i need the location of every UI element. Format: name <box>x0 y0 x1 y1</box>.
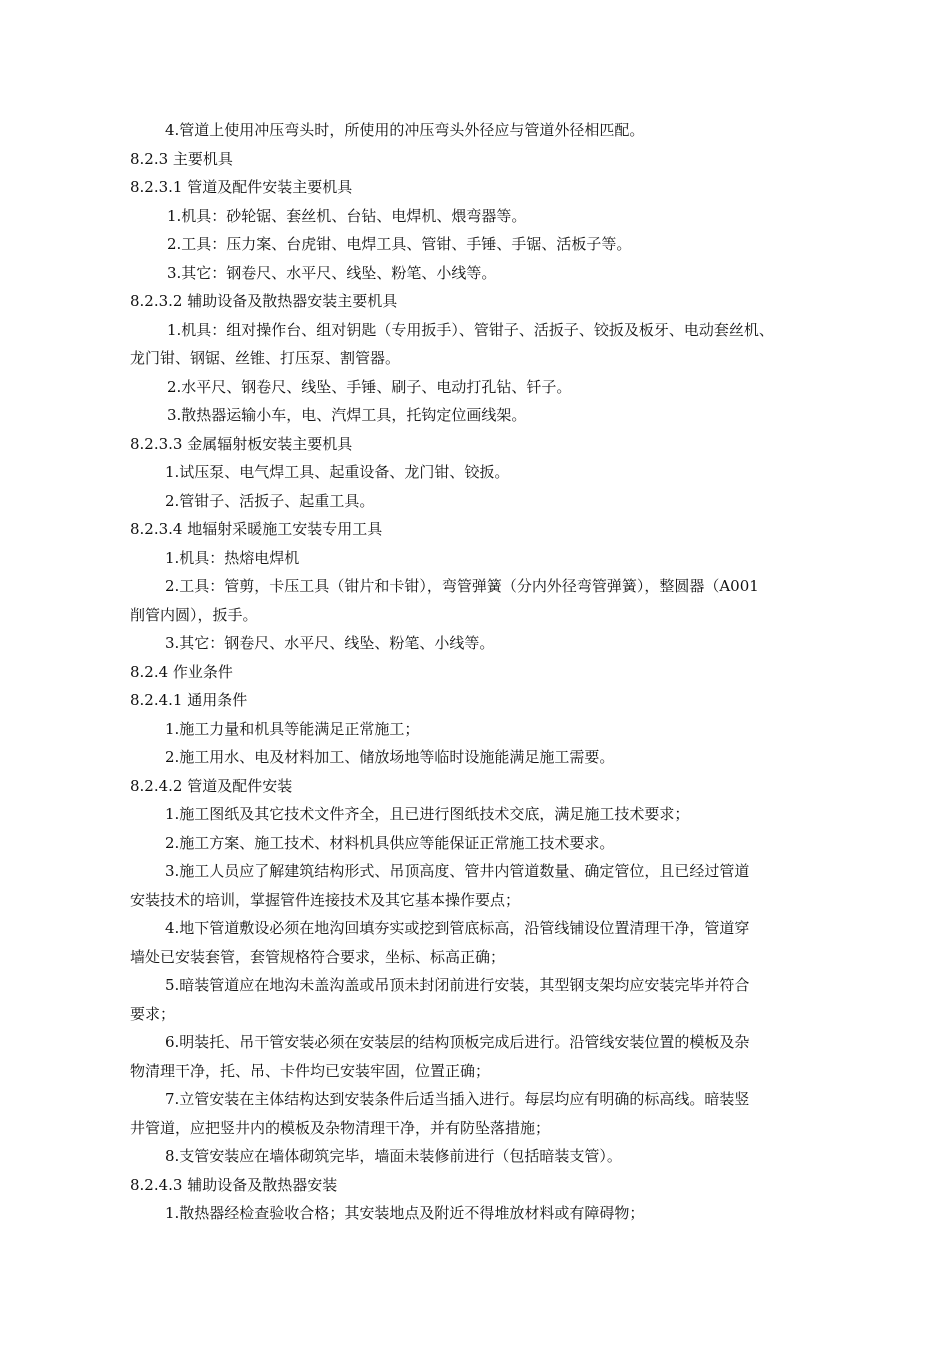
indented-text-line: 3.其它：钢卷尺、水平尺、线坠、粉笔、小线等。 <box>167 263 497 282</box>
indented-text-line: 3.散热器运输小车，电、汽焊工具，托钩定位画线架。 <box>167 406 527 424</box>
indented-text-line: 8.支管安装应在墙体砌筑完毕，墙面未装修前进行（包括暗装支管）。 <box>165 1147 622 1165</box>
indented-text-line: 2.施工方案、施工技术、材料机具供应等能保证正常施工技术要求。 <box>165 833 615 852</box>
text-line: 8.2.4.1 通用条件 <box>130 691 248 709</box>
text-line: 8.2.4.3 辅助设备及散热器安装 <box>130 1175 338 1194</box>
text-line: 龙门钳、钢锯、丝锥、打压泵、割管器。 <box>130 349 401 367</box>
text-line: 要求； <box>130 1004 176 1023</box>
indented-text-line: 1.施工力量和机具等能满足正常施工； <box>165 719 420 738</box>
text-line: 墙处已安装套管，套管规格符合要求，坐标、标高正确； <box>130 947 506 966</box>
indented-text-line: 7.立管安装在主体结构达到安装条件后适当插入进行。每层均应有明确的标高线。暗装竖 <box>165 1090 750 1108</box>
text-line: 削管内圆），扳手。 <box>130 605 258 624</box>
indented-text-line: 2.施工用水、电及材料加工、储放场地等临时设施能满足施工需要。 <box>165 748 615 766</box>
indented-text-line: 1.施工图纸及其它技术文件齐全，且已进行图纸技术交底，满足施工技术要求； <box>165 805 690 823</box>
text-line: 8.2.4.2 管道及配件安装 <box>130 776 293 795</box>
text-line: 8.2.3.3 金属辐射板安装主要机具 <box>130 434 353 453</box>
text-line: 井管道，应把竖井内的模板及杂物清理干净，并有防坠落措施； <box>130 1118 551 1137</box>
indented-text-line: 1.散热器经检查验收合格；其安装地点及附近不得堆放材料或有障碍物； <box>165 1204 645 1222</box>
indented-text-line: 1.机具：热熔电焊机 <box>165 548 300 567</box>
indented-text-line: 2.工具：压力案、台虎钳、电焊工具、管钳、手锤、手锯、活板子等。 <box>167 235 632 253</box>
indented-text-line: 5.暗装管道应在地沟未盖沟盖或吊顶未封闭前进行安装，其型钢支架均应安装完毕并符合 <box>165 976 750 994</box>
indented-text-line: 4.地下管道敷设必须在地沟回填夯实或挖到管底标高，沿管线铺设位置清理干净，管道穿 <box>165 919 750 937</box>
indented-text-line: 2.管钳子、活扳子、起重工具。 <box>165 491 375 510</box>
text-line: 8.2.3.2 辅助设备及散热器安装主要机具 <box>130 292 398 310</box>
indented-text-line: 3.其它：钢卷尺、水平尺、线坠、粉笔、小线等。 <box>165 634 495 652</box>
indented-text-line: 1.机具：组对操作台、组对钥匙（专用扳手）、管钳子、活扳子、铰扳及板牙、电动套丝机、 <box>167 320 774 339</box>
indented-text-line: 3.施工人员应了解建筑结构形式、吊顶高度、管井内管道数量、确定管位，且已经过管道 <box>165 862 750 880</box>
indented-text-line: 1.机具：砂轮锯、套丝机、台钻、电焊机、煨弯器等。 <box>167 206 527 225</box>
text-line: 8.2.3 主要机具 <box>130 149 233 168</box>
indented-text-line: 2.水平尺、钢卷尺、线坠、手锤、刷子、电动打孔钻、钎子。 <box>167 377 572 396</box>
text-line: 8.2.3.4 地辐射采暖施工安装专用工具 <box>130 520 383 538</box>
indented-text-line: 6.明装托、吊干管安装必须在安装层的结构顶板完成后进行。沿管线安装位置的模板及杂 <box>165 1033 750 1051</box>
document-body <box>130 116 830 1228</box>
text-line: 8.2.3.1 管道及配件安装主要机具 <box>130 178 353 196</box>
text-line: 物清理干净，托、吊、卡件均已安装牢固，位置正确； <box>130 1061 491 1080</box>
text-line: 8.2.4 作业条件 <box>130 662 233 681</box>
text-line: 安装技术的培训，掌握管件连接技术及其它基本操作要点； <box>130 890 521 909</box>
indented-text-line: 4.管道上使用冲压弯头时，所使用的冲压弯头外径应与管道外径相匹配。 <box>165 121 645 139</box>
indented-text-line: 1.试压泵、电气焊工具、起重设备、龙门钳、铰扳。 <box>165 463 510 481</box>
indented-text-line: 2.工具：管剪，卡压工具（钳片和卡钳），弯管弹簧（分内外径弯管弹簧），整圆器（A001 <box>165 577 759 595</box>
